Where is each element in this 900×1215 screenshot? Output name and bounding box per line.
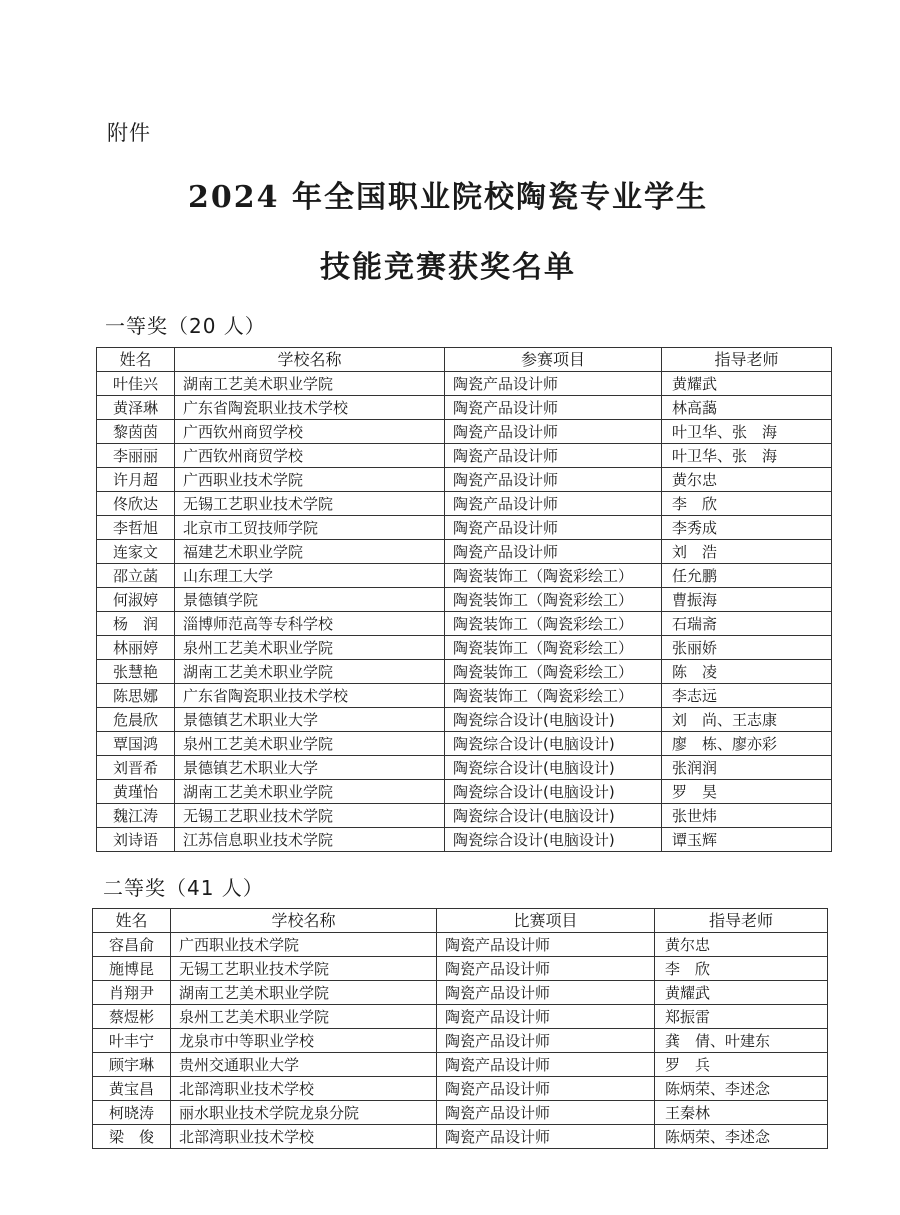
student-name-cell: 黎茵茵: [97, 420, 175, 444]
event-cell: 陶瓷产品设计师: [437, 1125, 655, 1149]
table-header-row: [93, 909, 828, 933]
student-name-cell: 蔡煜彬: [93, 1005, 171, 1029]
event-cell: 陶瓷装饰工（陶瓷彩绘工）: [445, 588, 662, 612]
school-name-cell: 景德镇艺术职业大学: [175, 708, 445, 732]
column-header-name: 姓名: [93, 909, 171, 933]
teacher-cell: 龚 倩、叶建东: [655, 1029, 828, 1053]
school-name-cell: 广西钦州商贸学校: [175, 420, 445, 444]
teacher-cell: 林高藹: [662, 396, 832, 420]
table-row: [97, 516, 832, 540]
school-name-cell: 泉州工艺美术职业学院: [175, 732, 445, 756]
school-name-cell: 广东省陶瓷职业技术学校: [175, 396, 445, 420]
event-cell: 陶瓷装饰工（陶瓷彩绘工）: [445, 684, 662, 708]
school-name-cell: 湖南工艺美术职业学院: [171, 981, 437, 1005]
table-row: [97, 804, 832, 828]
school-name-cell: 北部湾职业技术学校: [171, 1077, 437, 1101]
teacher-cell: 黄尔忠: [655, 933, 828, 957]
school-name-cell: 福建艺术职业学院: [175, 540, 445, 564]
teacher-cell: 刘 浩: [662, 540, 832, 564]
event-cell: 陶瓷产品设计师: [445, 372, 662, 396]
student-name-cell: 覃国鸿: [97, 732, 175, 756]
school-name-cell: 北京市工贸技师学院: [175, 516, 445, 540]
table-row: [93, 981, 828, 1005]
school-name-cell: 广西职业技术学院: [175, 468, 445, 492]
table-row: [97, 468, 832, 492]
table-row: [97, 540, 832, 564]
student-name-cell: 李哲旭: [97, 516, 175, 540]
student-name-cell: 邵立菡: [97, 564, 175, 588]
event-cell: 陶瓷综合设计(电脑设计): [445, 732, 662, 756]
teacher-cell: 罗 昊: [662, 780, 832, 804]
student-name-cell: 梁 俊: [93, 1125, 171, 1149]
teacher-cell: 黄耀武: [662, 372, 832, 396]
student-name-cell: 刘晋希: [97, 756, 175, 780]
event-cell: 陶瓷产品设计师: [437, 1005, 655, 1029]
first-prize-table: [96, 347, 832, 852]
teacher-cell: 陈炳荣、李述念: [655, 1077, 828, 1101]
document-title-line-1: 2024 年全国职业院校陶瓷专业学生: [188, 180, 708, 215]
teacher-cell: 黄尔忠: [662, 468, 832, 492]
teacher-cell: 张丽娇: [662, 636, 832, 660]
event-cell: 陶瓷产品设计师: [437, 933, 655, 957]
teacher-cell: 李秀成: [662, 516, 832, 540]
event-cell: 陶瓷综合设计(电脑设计): [445, 828, 662, 852]
event-cell: 陶瓷产品设计师: [445, 396, 662, 420]
teacher-cell: 张润润: [662, 756, 832, 780]
table-row: [97, 492, 832, 516]
event-cell: 陶瓷产品设计师: [445, 492, 662, 516]
school-name-cell: 广东省陶瓷职业技术学校: [175, 684, 445, 708]
table-row: [93, 933, 828, 957]
event-cell: 陶瓷装饰工（陶瓷彩绘工）: [445, 612, 662, 636]
event-cell: 陶瓷综合设计(电脑设计): [445, 780, 662, 804]
student-name-cell: 陈思娜: [97, 684, 175, 708]
student-name-cell: 杨 润: [97, 612, 175, 636]
event-cell: 陶瓷综合设计(电脑设计): [445, 756, 662, 780]
table-row: [97, 780, 832, 804]
school-name-cell: 广西职业技术学院: [171, 933, 437, 957]
school-name-cell: 无锡工艺职业技术学院: [175, 804, 445, 828]
teacher-cell: 曹振海: [662, 588, 832, 612]
teacher-cell: 张世炜: [662, 804, 832, 828]
event-cell: 陶瓷产品设计师: [445, 516, 662, 540]
table-row: [97, 372, 832, 396]
table-row: [97, 756, 832, 780]
school-name-cell: 丽水职业技术学院龙泉分院: [171, 1101, 437, 1125]
student-name-cell: 魏江涛: [97, 804, 175, 828]
event-cell: 陶瓷产品设计师: [445, 540, 662, 564]
event-cell: 陶瓷产品设计师: [437, 1029, 655, 1053]
table-row: [97, 564, 832, 588]
event-cell: 陶瓷产品设计师: [437, 957, 655, 981]
event-cell: 陶瓷产品设计师: [437, 1077, 655, 1101]
school-name-cell: 龙泉市中等职业学校: [171, 1029, 437, 1053]
column-header-event: 比赛项目: [437, 909, 655, 933]
event-cell: 陶瓷综合设计(电脑设计): [445, 708, 662, 732]
school-name-cell: 泉州工艺美术职业学院: [175, 636, 445, 660]
table-row: [97, 732, 832, 756]
teacher-cell: 王秦林: [655, 1101, 828, 1125]
teacher-cell: 罗 兵: [655, 1053, 828, 1077]
student-name-cell: 林丽婷: [97, 636, 175, 660]
table-row: [93, 1077, 828, 1101]
table-row: [93, 1029, 828, 1053]
table-row: [97, 612, 832, 636]
teacher-cell: 石瑞斋: [662, 612, 832, 636]
teacher-cell: 叶卫华、张 海: [662, 420, 832, 444]
event-cell: 陶瓷装饰工（陶瓷彩绘工）: [445, 636, 662, 660]
column-header-teacher: 指导老师: [662, 348, 832, 372]
teacher-cell: 黄耀武: [655, 981, 828, 1005]
student-name-cell: 刘诗语: [97, 828, 175, 852]
student-name-cell: 叶丰宁: [93, 1029, 171, 1053]
student-name-cell: 容昌俞: [93, 933, 171, 957]
teacher-cell: 刘 尚、王志康: [662, 708, 832, 732]
school-name-cell: 淄博师范高等专科学校: [175, 612, 445, 636]
student-name-cell: 柯晓涛: [93, 1101, 171, 1125]
table-header-row: [97, 348, 832, 372]
student-name-cell: 李丽丽: [97, 444, 175, 468]
school-name-cell: 北部湾职业技术学校: [171, 1125, 437, 1149]
document-title-line-2: 技能竞赛获奖名单: [320, 250, 576, 285]
event-cell: 陶瓷产品设计师: [437, 1053, 655, 1077]
table-row: [97, 396, 832, 420]
event-cell: 陶瓷装饰工（陶瓷彩绘工）: [445, 564, 662, 588]
school-name-cell: 山东理工大学: [175, 564, 445, 588]
event-cell: 陶瓷产品设计师: [445, 468, 662, 492]
table-row: [97, 588, 832, 612]
attachment-label: 附件: [107, 121, 151, 145]
school-name-cell: 无锡工艺职业技术学院: [171, 957, 437, 981]
school-name-cell: 景德镇艺术职业大学: [175, 756, 445, 780]
school-name-cell: 景德镇学院: [175, 588, 445, 612]
teacher-cell: 陈 凌: [662, 660, 832, 684]
student-name-cell: 张慧艳: [97, 660, 175, 684]
table-row: [97, 828, 832, 852]
teacher-cell: 廖 栋、廖亦彩: [662, 732, 832, 756]
event-cell: 陶瓷产品设计师: [445, 444, 662, 468]
school-name-cell: 广西钦州商贸学校: [175, 444, 445, 468]
second-prize-table: [92, 908, 828, 1149]
table-row: [97, 684, 832, 708]
column-header-teacher: 指导老师: [655, 909, 828, 933]
column-header-name: 姓名: [97, 348, 175, 372]
second-prize-heading: 二等奖（41 人）: [103, 876, 264, 900]
column-header-school: 学校名称: [171, 909, 437, 933]
teacher-cell: 李志远: [662, 684, 832, 708]
student-name-cell: 施博昆: [93, 957, 171, 981]
event-cell: 陶瓷产品设计师: [437, 981, 655, 1005]
school-name-cell: 江苏信息职业技术学院: [175, 828, 445, 852]
event-cell: 陶瓷综合设计(电脑设计): [445, 804, 662, 828]
table-row: [97, 660, 832, 684]
school-name-cell: 无锡工艺职业技术学院: [175, 492, 445, 516]
student-name-cell: 黄泽琳: [97, 396, 175, 420]
teacher-cell: 陈炳荣、李述念: [655, 1125, 828, 1149]
table-row: [93, 1125, 828, 1149]
school-name-cell: 湖南工艺美术职业学院: [175, 780, 445, 804]
teacher-cell: 叶卫华、张 海: [662, 444, 832, 468]
table-row: [93, 1005, 828, 1029]
student-name-cell: 佟欣达: [97, 492, 175, 516]
teacher-cell: 任允鹏: [662, 564, 832, 588]
student-name-cell: 何淑婷: [97, 588, 175, 612]
table-row: [97, 708, 832, 732]
event-cell: 陶瓷装饰工（陶瓷彩绘工）: [445, 660, 662, 684]
table-row: [97, 420, 832, 444]
student-name-cell: 肖翔尹: [93, 981, 171, 1005]
student-name-cell: 叶佳兴: [97, 372, 175, 396]
first-prize-heading: 一等奖（20 人）: [105, 314, 266, 338]
table-row: [93, 1101, 828, 1125]
table-row: [97, 444, 832, 468]
student-name-cell: 黄瑾怡: [97, 780, 175, 804]
student-name-cell: 许月超: [97, 468, 175, 492]
school-name-cell: 贵州交通职业大学: [171, 1053, 437, 1077]
teacher-cell: 谭玉辉: [662, 828, 832, 852]
teacher-cell: 李 欣: [655, 957, 828, 981]
student-name-cell: 黄宝昌: [93, 1077, 171, 1101]
student-name-cell: 危晨欣: [97, 708, 175, 732]
column-header-school: 学校名称: [175, 348, 445, 372]
school-name-cell: 湖南工艺美术职业学院: [175, 372, 445, 396]
school-name-cell: 湖南工艺美术职业学院: [175, 660, 445, 684]
table-row: [93, 1053, 828, 1077]
student-name-cell: 连家文: [97, 540, 175, 564]
event-cell: 陶瓷产品设计师: [437, 1101, 655, 1125]
student-name-cell: 顾宇琳: [93, 1053, 171, 1077]
teacher-cell: 郑振雷: [655, 1005, 828, 1029]
school-name-cell: 泉州工艺美术职业学院: [171, 1005, 437, 1029]
table-row: [97, 636, 832, 660]
column-header-event: 参赛项目: [445, 348, 662, 372]
teacher-cell: 李 欣: [662, 492, 832, 516]
event-cell: 陶瓷产品设计师: [445, 420, 662, 444]
table-row: [93, 957, 828, 981]
